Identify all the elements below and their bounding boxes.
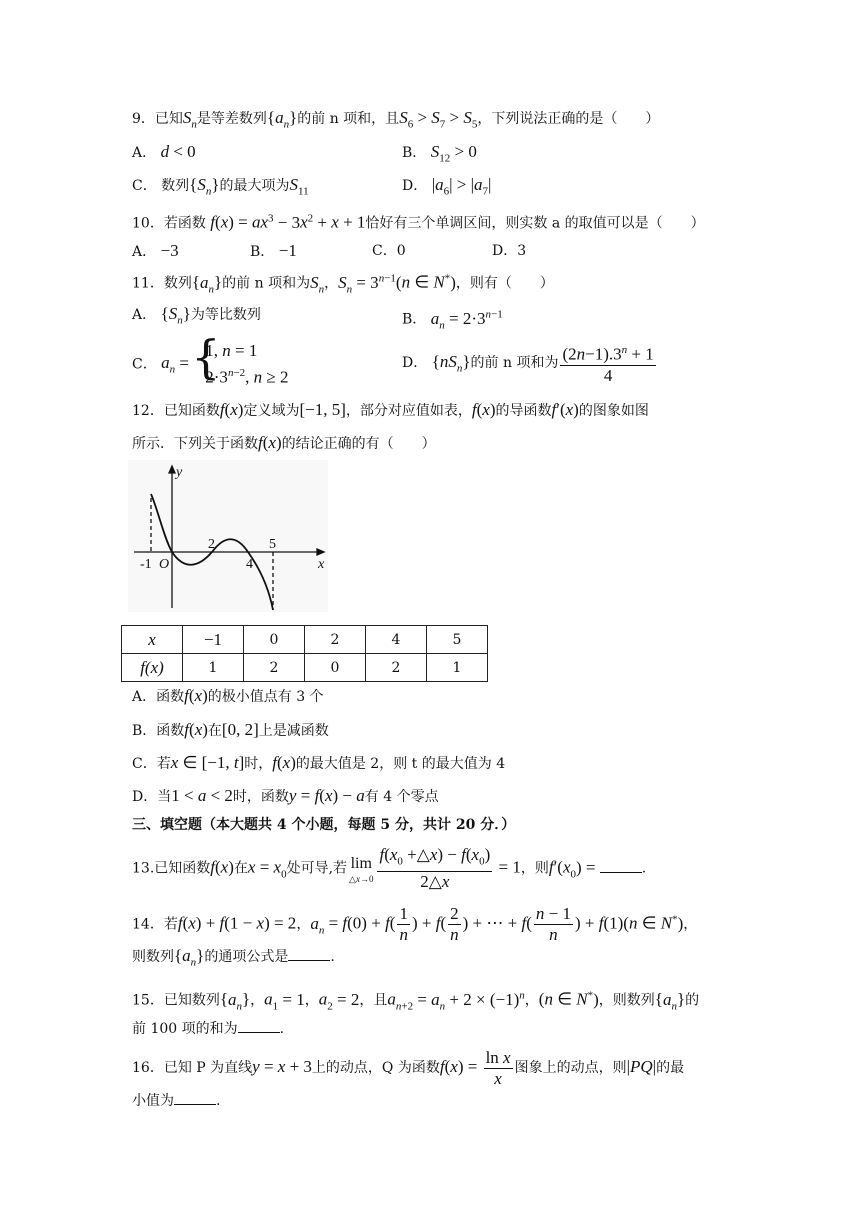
section-heading: 三、填空题（本大题共 4 个小题，每题 5 分，共计 20 分．）: [132, 817, 516, 833]
graph-label-origin: O: [159, 557, 170, 572]
table-cell: f(x): [122, 654, 183, 682]
q9-stem: 9．已知$S_n$是等差数列$\{a_n\}$的前 n 项和，且$S_6 > S_7 > S_5$，下列说法正确的是（ ）: [132, 108, 660, 131]
table-cell: 0: [244, 626, 305, 654]
q9-option-b: B． $S_{12} > 0$: [402, 142, 477, 165]
derivative-graph: [128, 460, 328, 616]
q11-option-d: D． $\{nS_n\}$的前 n 项和为 $\frac{(2n-1).3^n + 1}{4}$: [402, 340, 658, 386]
q10-option-a: A． −3: [132, 241, 179, 260]
table-cell: 1: [427, 654, 488, 682]
table-cell: 5: [427, 626, 488, 654]
q12-option-a: A．函数f(x)的极小值点有 3 个: [132, 686, 324, 705]
q10-option-d: D．3: [492, 243, 527, 259]
table-row-fx: [122, 654, 488, 682]
q10-stem: 10．若函数 $f(x) = ax^3 - 3x^2 + x + 1$恰好有三个单调区间，则实数 a 的取值可以是（ ）: [132, 212, 705, 232]
q15-line1: 15．已知数列$\{a_n\}$，$a_1 = 1$，$a_2 = 2$，且$a_{n+2} = a_n + 2 \times (-1)^n$，(n ∈ N*)，则数列$\{a_n\}$的: [132, 989, 700, 1013]
q15-line2: 前 100 项的和为 .: [132, 1018, 284, 1039]
graph-label-2: 2: [208, 537, 215, 552]
table-cell: 4: [366, 626, 427, 654]
q12-option-c: C．若x ∈ [−1, t]时，f(x)的最大值是 2，则 t 的最大值为 4: [132, 753, 506, 772]
value-table: [121, 625, 488, 682]
table-cell: 0: [305, 654, 366, 682]
q9-option-a: A． d < 0: [132, 142, 196, 161]
q12-stem-line1: 12．已知函数f(x)定义域为[−1, 5]，部分对应值如表，f(x)的导函数f′(x)的图象如图: [132, 400, 649, 419]
graph-label-x: x: [318, 557, 325, 572]
table-row-x: [122, 626, 488, 654]
y-axis-arrow: [169, 466, 175, 473]
q10-option-b: B． −1: [250, 241, 297, 260]
q11-option-c: C． $a_n$ = { 1, n = 1 $2\cdot 3^{n-2}$, n ≥ 2: [132, 340, 289, 389]
q10-option-c: C．0: [372, 243, 406, 259]
q11-option-a: A． $\{S_n\}$为等比数列: [132, 304, 261, 327]
table-cell: 2: [305, 626, 366, 654]
graph-label-4: 4: [246, 557, 253, 572]
q12-stem-line2: 所示．下列关于函数f(x)的结论正确的有（ ）: [132, 433, 436, 452]
graph-label-5: 5: [269, 537, 276, 552]
q9-option-d: D． $|a_6| > |a_7|$: [402, 175, 492, 198]
q11-option-b: B． $a_n = 2\cdot 3^{n-1}$: [402, 308, 503, 332]
x-axis-arrow: [317, 549, 324, 555]
q16-line2: 小值为 .: [132, 1090, 220, 1111]
q12-option-b: B．函数f(x)在[0, 2]上是减函数: [132, 720, 329, 739]
q14-line1: 14．若f(x) + f(1 − x) = 2，$a_n = f(0) + f$( $\frac{1}{n}$ ) + f( $\frac{2}{n}$ ) + ⋯ + f( $\frac{n - 1}{n}$ ) + f(1)(n ∈ N*)，: [132, 904, 698, 945]
q14-line2: 则数列$\{a_n\}$的通项公式是 .: [132, 946, 335, 969]
q16-line1: 16．已知 P 为直线y = x + 3上的动点，Q 为函数f(x) = $\frac{\text{ln x}}{x}$ 图象上的动点，则|PQ|的最: [132, 1047, 685, 1088]
q13: 13.已知函数f(x)在$x = x_0$处可导,若 lim △x→0 $\frac{f(x_0 +\triangle x) - f(x_0)}{2\triangle x}$ = 1，则$f'(x_0)$ = .: [132, 845, 647, 892]
table-cell: 1: [183, 654, 244, 682]
q12-option-d: D．当1 < a < 2时，函数y = f(x) − a有 4 个零点: [132, 786, 439, 805]
q11-stem: 11．数列$\{a_n\}$的前 n 项和为$S_n$，$S_n = 3^{n-1}(n$ ∈ N*)，则有（ ）: [132, 272, 554, 296]
table-cell: 2: [366, 654, 427, 682]
q9-option-c: C． 数列$\{S_n\}$的最大项为$S_{11}$: [132, 175, 309, 198]
graph-label-neg1: -1: [140, 557, 152, 572]
table-cell: −1: [183, 626, 244, 654]
table-cell: 2: [244, 654, 305, 682]
table-cell: x: [122, 626, 183, 654]
graph-label-y: y: [176, 465, 183, 480]
